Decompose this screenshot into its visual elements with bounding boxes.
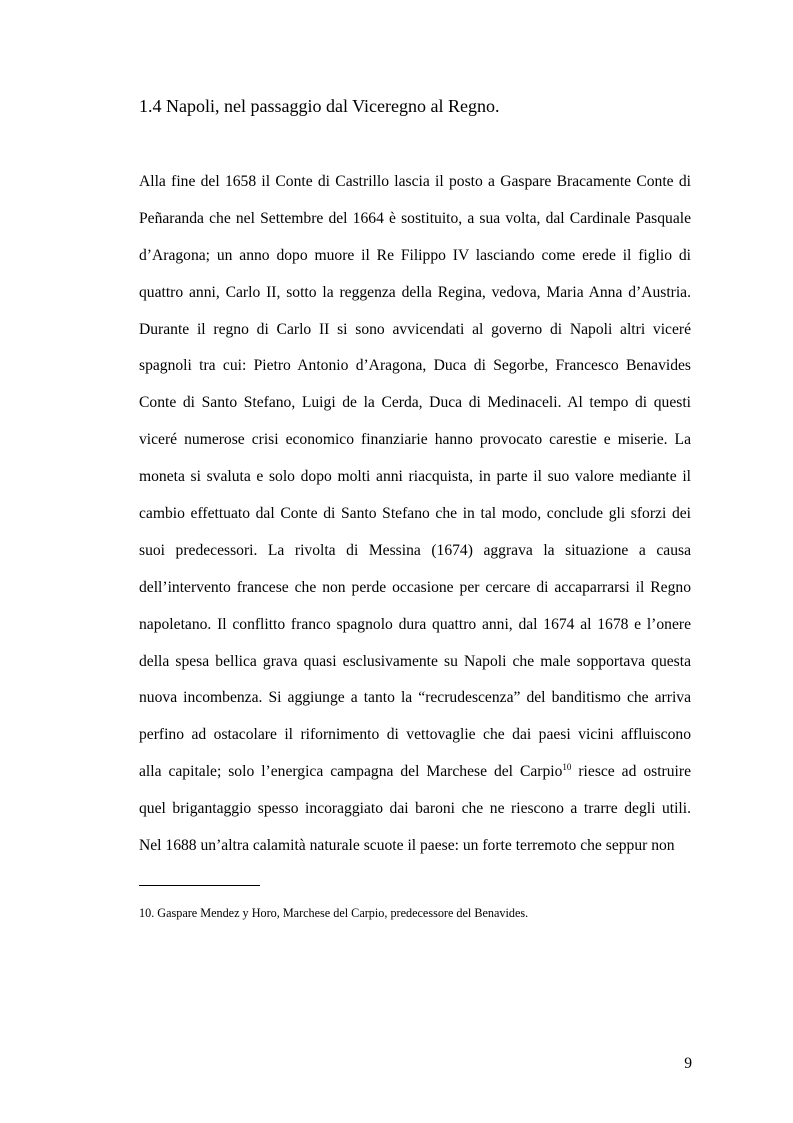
footnote-reference[interactable]: 10	[562, 762, 572, 773]
text-line: della spesa bellica grava quasi esclusivamente su Napoli che male sopportava questa	[139, 652, 691, 670]
text-line: Durante il regno di Carlo II si sono avvicendati al governo di Napoli altri viceré	[139, 320, 691, 338]
text-line: napoletano. Il conflitto franco spagnolo dura quattro anni, dal 1674 al 1678 e l’onere	[139, 615, 691, 633]
text-line: d’Aragona; un anno dopo muore il Re Filippo IV lasciando come erede il figlio di	[139, 246, 691, 264]
text-line: moneta si svaluta e solo dopo molti anni riacquista, in parte il suo valore mediante il	[139, 468, 691, 486]
text-line-segment: riesce ad ostruire	[571, 763, 691, 781]
body-text	[139, 167, 691, 868]
text-line: Peñaranda che nel Settembre del 1664 è sostituito, a sua volta, dal Cardinale Pasquale	[139, 209, 691, 227]
text-line: perfino ad ostacolare il rifornimento di vettovaglie che dai paesi vicini affluiscono	[139, 726, 691, 744]
footnote: 10. Gaspare Mendez y Horo, Marchese del Carpio, predecessore del Benavides.	[139, 906, 529, 920]
text-line: Nel 1688 un’altra calamità naturale scuote il paese: un forte terremoto che seppur non	[139, 837, 675, 855]
text-line: Conte di Santo Stefano, Luigi de la Cerda, Duca di Medinaceli. Al tempo di questi	[139, 394, 691, 412]
text-line: quel brigantaggio spesso incoraggiato dai baroni che ne riescono a trarre degli utili.	[139, 800, 691, 818]
text-line: viceré numerose crisi economico finanziarie hanno provocato carestie e miserie. La	[139, 431, 691, 449]
text-line-with-footnote-ref	[139, 757, 691, 794]
text-line: cambio effettuato dal Conte di Santo Stefano che in tal modo, conclude gli sforzi dei	[139, 505, 691, 523]
text-line: Alla fine del 1658 il Conte di Castrillo lascia il posto a Gaspare Bracamente Conte di	[139, 173, 691, 190]
page-number: 9	[684, 1055, 692, 1072]
text-line: spagnoli tra cui: Pietro Antonio d’Aragona, Duca di Segorbe, Francesco Benavides	[139, 357, 691, 375]
text-line-segment: alla capitale; solo l’energica campagna del Marchese del Carpio	[139, 763, 563, 781]
text-line: nuova incombenza. Si aggiunge a tanto la “recrudescenza” del banditismo che arriva	[139, 689, 691, 707]
section-heading: 1.4 Napoli, nel passaggio dal Viceregno al Regno.	[139, 96, 500, 116]
text-line: dell’intervento francese che non perde occasione per cercare di accaparrarsi il Regno	[139, 578, 691, 596]
text-line: suoi predecessori. La rivolta di Messina (1674) aggrava la situazione a causa	[139, 541, 691, 559]
text-line: quattro anni, Carlo II, sotto la reggenza della Regina, vedova, Maria Anna d’Austria.	[139, 283, 691, 301]
footnote-separator	[139, 885, 260, 886]
